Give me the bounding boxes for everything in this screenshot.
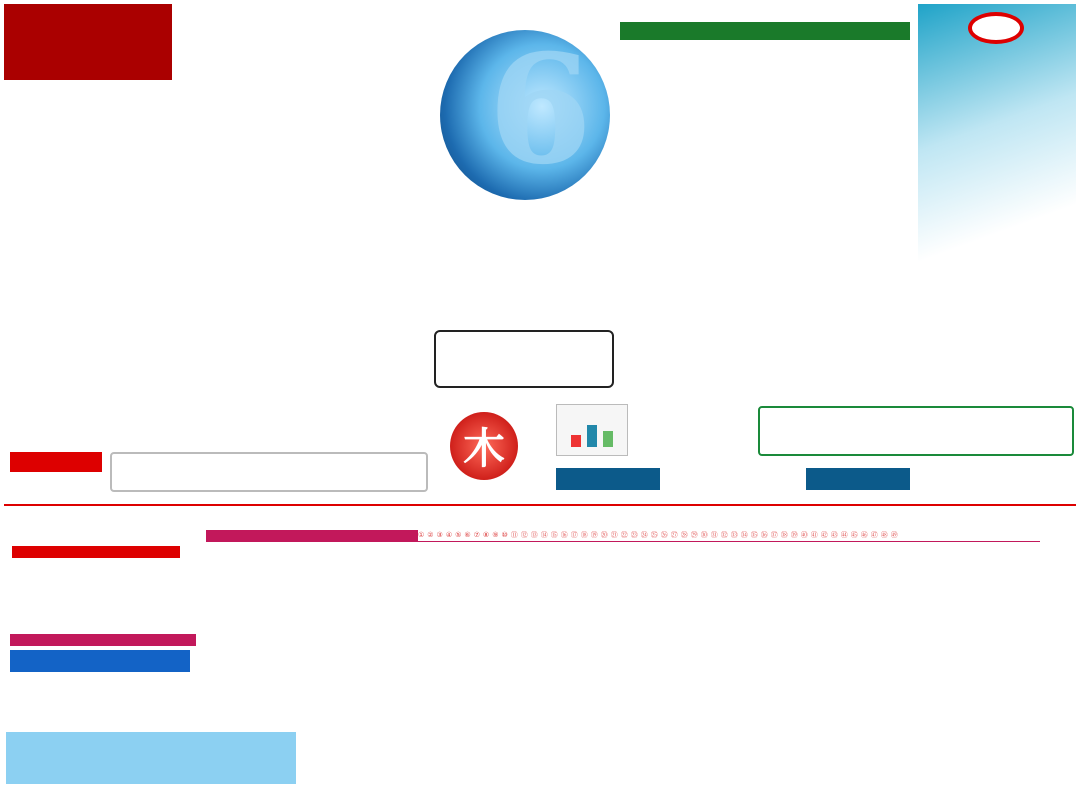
watermark <box>6 732 296 784</box>
section-divider <box>4 504 1076 506</box>
jackpot-text <box>620 25 628 41</box>
rules-title <box>12 546 180 558</box>
grid-title <box>206 530 418 542</box>
hot-numbers-title <box>10 452 102 472</box>
special-text-box <box>758 406 1074 456</box>
hkjc-emblem-icon <box>968 12 1024 44</box>
sub-three-label <box>806 468 910 490</box>
wood-element-icon: 木 <box>436 404 556 488</box>
number-header-row: ①②③④⑤⑥⑦⑧⑨⑩⑪⑫⑬⑭⑮⑯⑰⑱⑲⑳㉑㉒㉓㉔㉕㉖㉗㉘㉙㉚㉛㉜㉝㉞㉟㊱㊲㊳㊴㊵㊶㊷㊸㊹㊺㊻㊼㊽㊾ <box>418 530 1040 542</box>
main-three-label <box>556 468 660 490</box>
results-dot-grid <box>418 544 1040 784</box>
bar-chart-icon <box>556 404 628 456</box>
color-legend <box>10 634 196 646</box>
jackpot-strip <box>620 22 910 40</box>
copyright-warning <box>4 4 172 80</box>
heart-summary <box>434 330 614 388</box>
hot-numbers-box <box>110 452 428 492</box>
draw-banner <box>10 650 190 672</box>
six-lottery-strategy-logo <box>918 4 1076 316</box>
lottery-6-logo: 6 <box>440 30 610 200</box>
